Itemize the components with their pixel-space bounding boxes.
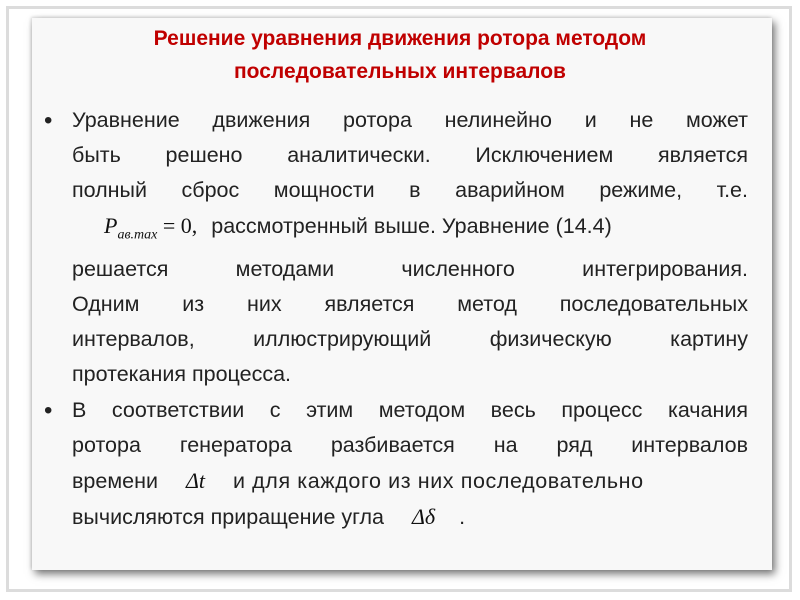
bullet1-line-7: интервалов, иллюстрирующий физическую картину (72, 327, 748, 352)
bullet1-line-3: полный сброс мощности в аварийном режиме, т.е. (72, 178, 748, 202)
bullet2-line-3-lead: времени (72, 469, 158, 493)
bullet2-line-4-text: вычисляются приращение угла (72, 505, 385, 529)
formula-p-av-max: $P_{ав.max} = 0$, (104, 213, 198, 243)
bullet2-line-1: В соответствии с этим методом весь процесс качания (72, 398, 748, 422)
bullet1-line-8: протекания процесса. (72, 362, 291, 387)
formula-delta-delta: Δδ (412, 504, 436, 529)
bullet-marker-1: • (44, 107, 53, 134)
bullet-paragraph-2 (72, 393, 748, 535)
bullet1-line-4 (72, 208, 748, 252)
bullet1-line-2: быть решено аналитически. Исключением является (72, 143, 748, 167)
bullet-paragraph-1 (72, 103, 748, 392)
formula-delta-t: Δt (185, 468, 205, 493)
bullet2-line-3 (72, 463, 748, 499)
bullet1-line-5: решается методами численного интегрирования. (72, 257, 748, 282)
bullet-marker-2: • (44, 397, 53, 424)
bullet2-line-3-text: и для каждого из них последовательно (232, 469, 644, 493)
title-line-2: последовательных интервалов (234, 60, 566, 83)
bullet1-line-4-text: рассмотренный выше. Уравнение (14.4) (211, 214, 612, 238)
bullet1-line-1: Уравнение движения ротора нелинейно и не может (72, 108, 748, 132)
bullet2-end-mark: . (459, 505, 466, 529)
bullet1-line-6: Одним из них является метод последовательных (72, 292, 748, 317)
title-line-1: Решение уравнения движения ротора методом (153, 27, 647, 50)
bullet2-line-4 (72, 499, 748, 535)
bullet2-line-2: ротора генератора разбивается на ряд интервалов (72, 433, 748, 457)
slide-title (40, 22, 760, 88)
